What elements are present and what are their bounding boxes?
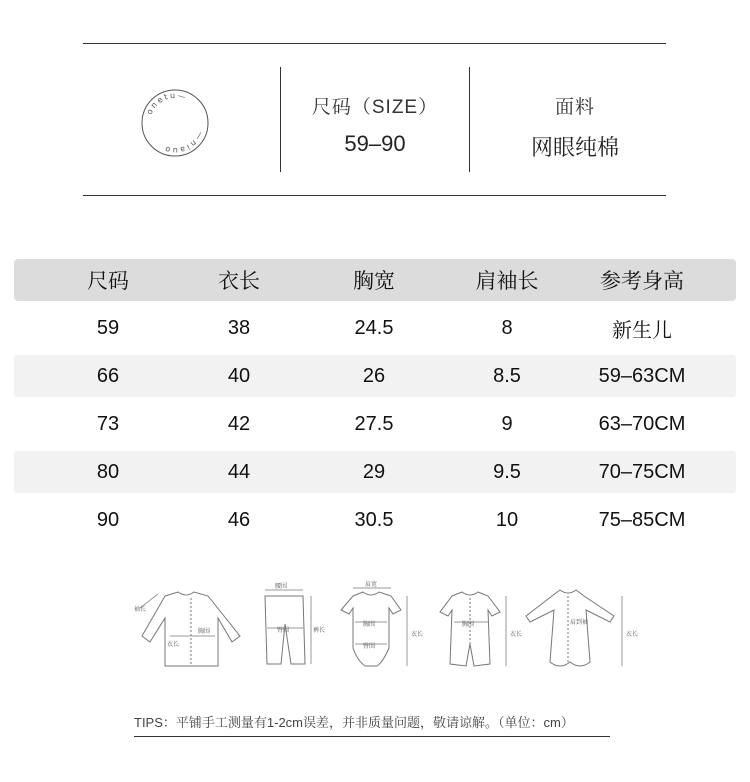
bodysuit-hip-label: 臀围 — [363, 643, 376, 650]
cell-sleeve: 10 — [495, 508, 519, 531]
cell-sleeve: 9.5 — [493, 460, 521, 483]
pants-hip-label: 臀围 — [277, 627, 290, 634]
fabric-value: 网眼纯棉 — [530, 135, 619, 160]
cell-length: 40 — [227, 364, 251, 387]
cell-size: 73 — [96, 412, 120, 435]
bodysuit-chest-label: 胸围 — [363, 621, 376, 628]
cell-length: 42 — [227, 412, 251, 435]
romper-chest-label: 胸围 — [462, 621, 475, 628]
table-row — [14, 451, 736, 493]
header-divider-1 — [280, 67, 281, 172]
col-header-chest: 胸宽 — [353, 270, 395, 293]
sleeper-diagram — [526, 590, 638, 666]
cell-size: 59 — [96, 316, 120, 339]
top-rule — [83, 43, 666, 44]
romper-diagram — [440, 592, 522, 666]
cell-sleeve: 8 — [501, 316, 513, 339]
cell-height: 63–70CM — [598, 412, 686, 435]
cell-length: 38 — [227, 316, 251, 339]
table-row — [14, 307, 736, 349]
table-row — [14, 499, 736, 541]
col-header-length: 衣长 — [218, 270, 260, 293]
cell-chest: 24.5 — [354, 316, 394, 339]
romper-length-label: 衣长 — [510, 631, 523, 638]
table-row — [14, 355, 736, 397]
col-header-size: 尺码 — [87, 270, 129, 293]
col-header-sleeve: 肩袖长 — [475, 270, 539, 293]
bodysuit-shoulder-label: 肩宽 — [365, 581, 378, 588]
cell-length: 44 — [227, 460, 251, 483]
shirt-chest-label: 胸围 — [198, 628, 211, 635]
bodysuit-diagram — [341, 580, 423, 666]
cell-size: 80 — [96, 460, 120, 483]
cell-chest: 27.5 — [354, 412, 394, 435]
shirt-length-label: 衣长 — [167, 641, 180, 648]
brand-logo — [140, 88, 210, 158]
size-value: 59–90 — [344, 131, 406, 156]
svg-text:onetu— — [145, 91, 189, 116]
pants-length-label: 裤长 — [313, 627, 326, 634]
col-header-height: 参考身高 — [600, 270, 684, 293]
tips-rule — [134, 736, 610, 737]
shirt-diagram — [134, 592, 240, 666]
cell-size: 66 — [96, 364, 120, 387]
bodysuit-length-label: 衣长 — [411, 631, 424, 638]
header-divider-2 — [469, 67, 470, 172]
table-header — [14, 259, 736, 301]
shirt-sleeve-label: 袖长 — [134, 606, 147, 613]
cell-sleeve: 9 — [501, 412, 513, 435]
cell-chest: 30.5 — [354, 508, 394, 531]
logo-text-top: onetu— — [144, 90, 189, 116]
header-bottom-rule — [83, 195, 666, 196]
cell-sleeve: 8.5 — [493, 364, 521, 387]
cell-height: 新生儿 — [612, 319, 672, 342]
sleeper-length-label: 衣长 — [626, 631, 639, 638]
pants-diagram — [265, 582, 325, 664]
size-table — [14, 259, 736, 541]
cell-chest: 29 — [362, 460, 386, 483]
tips-text: TIPS：平铺手工测量有1-2cm误差，并非质量问题，敬请谅解。（单位：cm） — [134, 715, 574, 730]
measurement-diagrams — [120, 578, 640, 688]
sleeper-sleeve-label: 肩到袖 — [570, 619, 589, 626]
pants-waist-label: 腰围 — [275, 583, 288, 590]
cell-chest: 26 — [362, 364, 386, 387]
size-label: 尺码（SIZE） — [311, 97, 439, 118]
svg-text:—niauo — [162, 130, 205, 155]
fabric-label: 面料 — [554, 97, 595, 118]
table-row — [14, 403, 736, 445]
cell-height: 59–63CM — [598, 364, 686, 387]
cell-height: 75–85CM — [598, 508, 686, 531]
cell-height: 70–75CM — [598, 460, 686, 483]
logo-text-bottom: —niauo — [161, 130, 206, 156]
cell-length: 46 — [227, 508, 251, 531]
cell-size: 90 — [96, 508, 120, 531]
